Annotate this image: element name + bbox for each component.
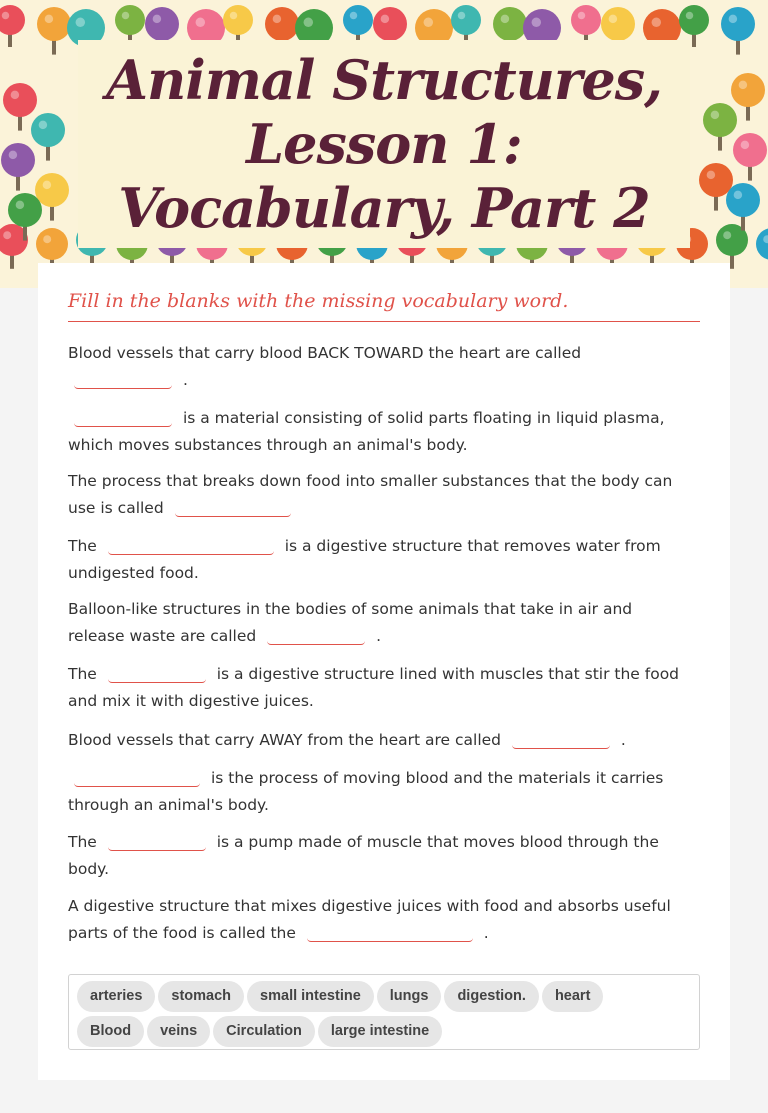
word-chip[interactable]: digestion. bbox=[444, 981, 538, 1012]
answer-blank-9[interactable] bbox=[108, 833, 206, 851]
question-text: is a digestive structure that removes water from undigested food. bbox=[68, 537, 661, 582]
question-text: . bbox=[620, 731, 626, 749]
question-4 bbox=[68, 533, 693, 587]
question-text: is a digestive structure lined with muscles that stir the food and mix it with digestive juices. bbox=[68, 665, 680, 710]
question-6 bbox=[68, 661, 693, 715]
worksheet-card bbox=[38, 263, 730, 1080]
question-text: Blood vessels that carry blood BACK TOWARD the heart are called bbox=[68, 344, 582, 362]
word-chip[interactable]: large intestine bbox=[318, 1016, 442, 1047]
question-text: The bbox=[68, 665, 97, 683]
answer-blank-8[interactable] bbox=[74, 769, 200, 787]
answer-blank-7[interactable] bbox=[512, 731, 610, 749]
word-chip[interactable]: veins bbox=[147, 1016, 210, 1047]
question-text: is a material consisting of solid parts floating in liquid plasma, which moves substances through an animal's body. bbox=[68, 409, 665, 454]
question-2 bbox=[68, 405, 693, 459]
question-text: . bbox=[182, 371, 188, 389]
word-chip[interactable]: Circulation bbox=[213, 1016, 315, 1047]
question-text: is the process of moving blood and the materials it carries through an animal's body. bbox=[68, 769, 664, 814]
instructions: Fill in the blanks with the missing vocabulary word. bbox=[68, 290, 700, 322]
question-9 bbox=[68, 829, 693, 883]
question-text: The process that breaks down food into smaller substances that the body can use is called bbox=[68, 472, 673, 517]
question-text: The bbox=[68, 537, 97, 555]
question-text: Balloon-like structures in the bodies of some animals that take in air and release waste are called bbox=[68, 600, 633, 645]
word-chip[interactable]: small intestine bbox=[247, 981, 374, 1012]
answer-blank-2[interactable] bbox=[74, 409, 172, 427]
question-text: A digestive structure that mixes digestive juices with food and absorbs useful parts of the food is called the bbox=[68, 897, 671, 942]
word-chip[interactable]: lungs bbox=[377, 981, 442, 1012]
question-text: is a pump made of muscle that moves blood through the body. bbox=[68, 833, 659, 878]
answer-blank-6[interactable] bbox=[108, 665, 206, 683]
question-7 bbox=[68, 727, 693, 754]
word-chip[interactable]: heart bbox=[542, 981, 603, 1012]
answer-blank-3[interactable] bbox=[175, 499, 291, 517]
page-title: Animal Structures, Lesson 1: Vocabulary, Part 2 bbox=[106, 48, 662, 240]
question-5 bbox=[68, 596, 693, 650]
word-chip[interactable]: Blood bbox=[77, 1016, 144, 1047]
question-text: . bbox=[376, 627, 382, 645]
question-1 bbox=[68, 340, 693, 394]
question-10 bbox=[68, 893, 693, 947]
answer-blank-1[interactable] bbox=[74, 371, 172, 389]
answer-blank-4[interactable] bbox=[108, 537, 274, 555]
word-chip[interactable]: stomach bbox=[158, 981, 244, 1012]
question-8 bbox=[68, 765, 693, 819]
question-text: . bbox=[483, 924, 489, 942]
title-box bbox=[78, 40, 690, 248]
question-text: Blood vessels that carry AWAY from the heart are called bbox=[68, 731, 502, 749]
answer-blank-5[interactable] bbox=[267, 627, 365, 645]
question-3 bbox=[68, 468, 693, 522]
answer-blank-10[interactable] bbox=[307, 924, 473, 942]
question-text: The bbox=[68, 833, 97, 851]
word-chip[interactable]: arteries bbox=[77, 981, 155, 1012]
header-banner bbox=[0, 0, 768, 288]
word-bank bbox=[68, 974, 700, 1050]
